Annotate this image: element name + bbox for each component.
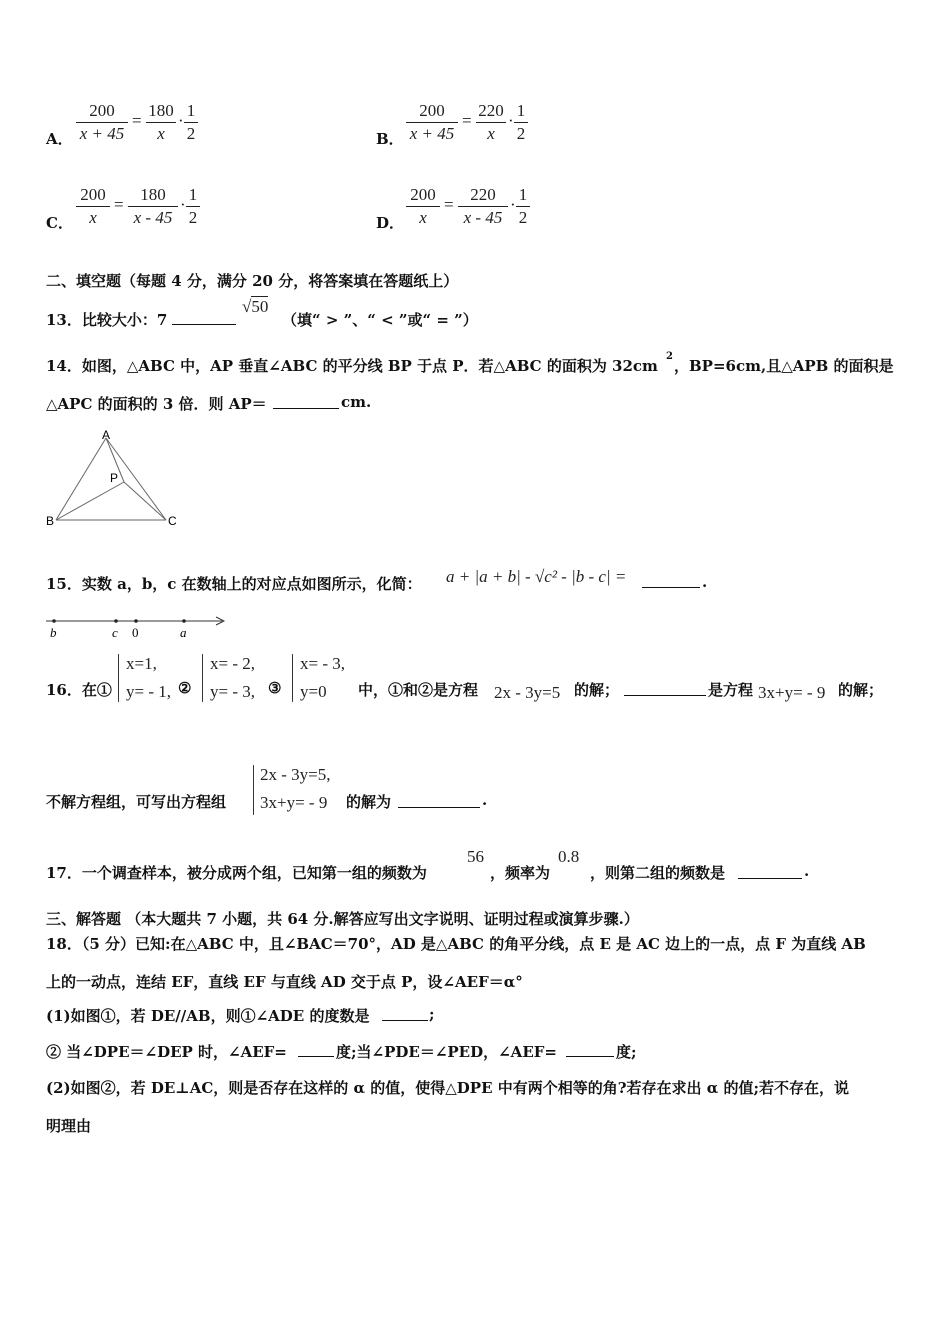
- equals-sign: =: [114, 195, 124, 214]
- q16-prefix: 16．在①: [46, 681, 112, 699]
- axis-label-zero: 0: [132, 625, 139, 640]
- q13-answer-blank[interactable]: [172, 312, 236, 325]
- option-d-fraction-3: $\frac{1}{2}$: [516, 184, 530, 229]
- q16-end: .: [482, 791, 488, 809]
- option-a-fraction-1: $\frac{200}{x + 45}$: [76, 100, 128, 145]
- option-b-label: B．: [376, 130, 404, 148]
- option-c-fraction-2: $\frac{180}{x - 45}$: [128, 184, 178, 229]
- q17-frequency: 56: [467, 847, 484, 866]
- option-c-fraction-1: $\frac{200}{x}$: [76, 184, 110, 229]
- dot-operator: ·: [178, 111, 184, 130]
- q16-solution-text-1: 的解；: [574, 681, 620, 699]
- fig-label-a: A: [102, 428, 111, 442]
- option-a-fraction-2: $\frac{180}{x}$: [146, 100, 176, 145]
- q16-mid-text: 中，①和②是方程: [358, 681, 479, 699]
- q17-text-b: ，频率为: [490, 864, 551, 882]
- q18-answer-blank-1[interactable]: [382, 1008, 428, 1021]
- equals-sign: =: [462, 111, 472, 130]
- q14-superscript: 2: [666, 351, 673, 362]
- q16-line2b: 的解为: [346, 793, 392, 811]
- q15-expression: a + |a + b| - √c² - |b - c| =: [446, 567, 627, 586]
- q13-text: 13．比较大小：7: [46, 311, 168, 329]
- q16-mark-2: ②: [178, 679, 192, 697]
- q14-line2b: cm.: [341, 393, 372, 411]
- system-4-line-2: 3x+y= - 9: [260, 793, 328, 812]
- option-c-fraction-3: $\frac{1}{2}$: [186, 184, 200, 229]
- q17-end: .: [804, 862, 810, 880]
- section-3-title: 三、解答题 （本大题共 7 小题，共 64 分.解答应写出文字说明、证明过程或演算步骤.）: [46, 910, 639, 928]
- axis-label-c: c: [112, 625, 118, 640]
- q15-end: .: [702, 573, 708, 591]
- equals-sign: =: [132, 111, 142, 130]
- q16-mark-3: ③: [268, 679, 282, 697]
- q14-answer-blank[interactable]: [273, 396, 339, 409]
- q13-sqrt: √50: [242, 297, 269, 316]
- option-a-fraction-3: $\frac{1}{2}$: [184, 100, 198, 145]
- fig-label-c: C: [168, 514, 177, 528]
- system-2-line-1: x= - 2,: [210, 654, 255, 673]
- fig-label-p: P: [110, 471, 119, 485]
- q16-answer-blank-2[interactable]: [398, 795, 480, 808]
- q13-hint: （填“ > ”、“ < ”或“ = ”）: [282, 311, 478, 329]
- option-d-label: D．: [376, 214, 405, 232]
- q14-triangle-figure: [44, 428, 184, 532]
- system-3-line-2: y=0: [300, 682, 327, 701]
- q17-text-c: ，则第二组的频数是: [590, 864, 726, 882]
- system-1-line-2: y= - 1,: [126, 682, 171, 701]
- brace-4: [253, 765, 254, 815]
- dot-operator: ·: [510, 195, 516, 214]
- brace-2: [202, 654, 203, 702]
- q18-line-4c: 度;: [616, 1043, 637, 1061]
- q16-line2a: 不解方程组，可写出方程组: [46, 793, 227, 811]
- fig-label-b: B: [46, 514, 55, 528]
- axis-label-b: b: [50, 625, 57, 640]
- q15-text: 15．实数 a，b，c 在数轴上的对应点如图所示，化简：: [46, 575, 422, 593]
- q18-answer-blank-3[interactable]: [566, 1044, 614, 1057]
- dot-operator: ·: [508, 111, 514, 130]
- system-2-line-2: y= - 3,: [210, 682, 255, 701]
- section-2-title: 二、填空题（每题 4 分，满分 20 分，将答案填在答题纸上）: [46, 272, 459, 290]
- q18-line-2: 上的一动点，连结 EF，直线 EF 与直线 AD 交于点 P，设∠AEF＝α°: [46, 973, 523, 991]
- brace-3: [292, 654, 293, 702]
- q16-is-equation-text: 是方程: [708, 681, 754, 699]
- option-b-fraction-3: $\frac{1}{2}$: [514, 100, 528, 145]
- q14-line2a: △APC 的面积的 3 倍．则 AP＝: [46, 395, 267, 413]
- q18-line-1: 18．（5 分）已知:在△ABC 中，且∠BAC＝70°，AD 是△ABC 的角平分线，点 E 是 AC 边上的一点，点 F 为直线 AB: [46, 935, 866, 953]
- option-d-fraction-1: $\frac{200}{x}$: [406, 184, 440, 229]
- brace-1: [118, 654, 119, 702]
- q18-line-3b: ;: [429, 1005, 435, 1023]
- dot-operator: ·: [180, 195, 186, 214]
- option-d-fraction-2: $\frac{220}{x - 45}$: [458, 184, 508, 229]
- q18-line-4a: ② 当∠DPE＝∠DEP 时，∠AEF=: [46, 1043, 287, 1061]
- option-c-label: C．: [46, 214, 73, 232]
- system-1-line-1: x=1,: [126, 654, 157, 673]
- equals-sign: =: [444, 195, 454, 214]
- q15-number-line: [44, 610, 234, 642]
- q18-line-4b: 度;当∠PDE＝∠PED，∠AEF=: [336, 1043, 557, 1061]
- q17-rate: 0.8: [558, 847, 580, 866]
- axis-label-a: a: [180, 625, 187, 640]
- q14-line1a: 14．如图，△ABC 中，AP 垂直∠ABC 的平分线 BP 于点 P．若△ABC 的面积为 32cm: [46, 357, 658, 375]
- option-a-label: A．: [46, 130, 73, 148]
- q18-answer-blank-2[interactable]: [298, 1044, 334, 1057]
- q18-line-5: (2)如图②，若 DE⊥AC，则是否存在这样的 α 的值，使得△DPE 中有两个相等的角?若存在求出 α 的值;若不存在，说: [46, 1079, 850, 1097]
- option-b-fraction-1: $\frac{200}{x + 45}$: [406, 100, 458, 145]
- system-3-line-1: x= - 3,: [300, 654, 345, 673]
- q16-equation-2: 3x+y= - 9: [758, 683, 826, 702]
- option-b-fraction-2: $\frac{220}{x}$: [476, 100, 506, 145]
- q16-equation-1: 2x - 3y=5: [494, 683, 561, 702]
- q16-solution-text-2: 的解；: [838, 681, 884, 699]
- q16-answer-blank-1[interactable]: [624, 683, 706, 696]
- q17-text-a: 17．一个调查样本，被分成两个组，已知第一组的频数为: [46, 864, 427, 882]
- q14-line1b: ，BP=6cm,且△APB 的面积是: [674, 357, 894, 375]
- system-4-line-1: 2x - 3y=5,: [260, 765, 331, 784]
- q18-line-6: 明理由: [46, 1117, 92, 1135]
- q15-answer-blank[interactable]: [642, 575, 700, 588]
- q18-line-3a: (1)如图①，若 DE//AB，则①∠ADE 的度数是: [46, 1007, 370, 1025]
- q17-answer-blank[interactable]: [738, 866, 802, 879]
